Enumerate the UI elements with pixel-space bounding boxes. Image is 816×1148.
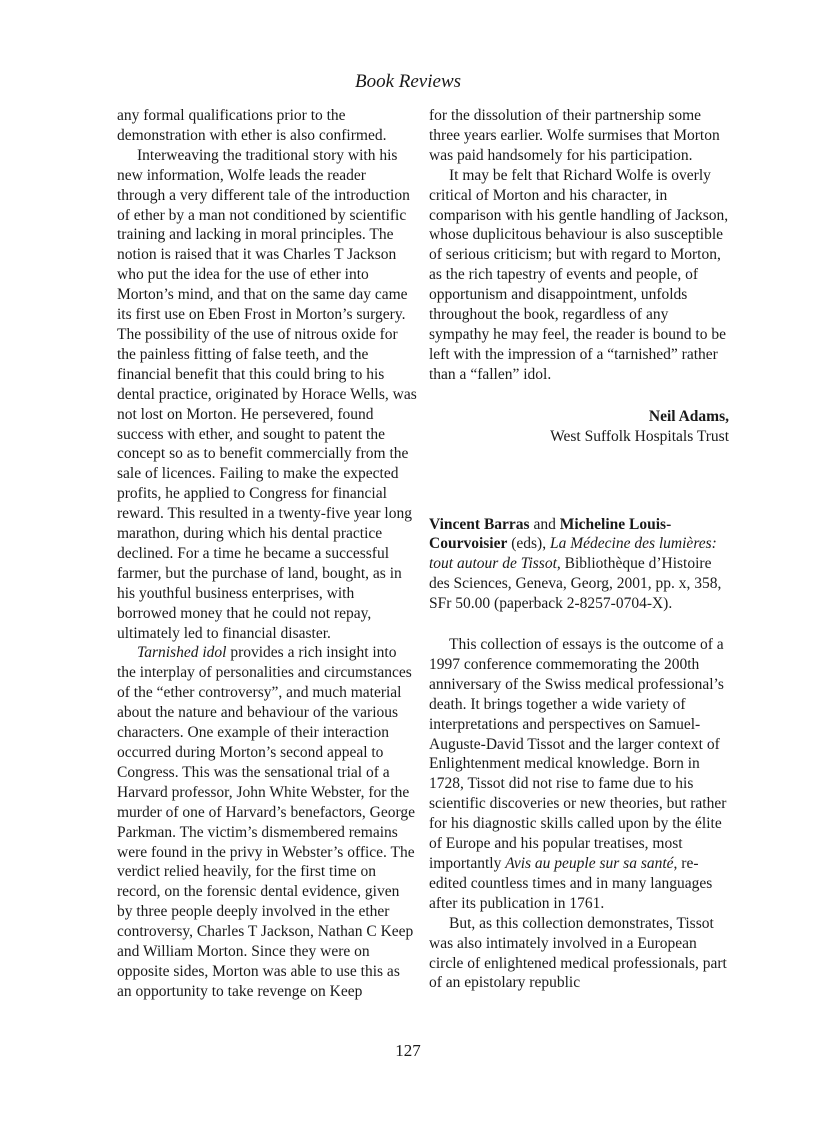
left-paragraph-1: any formal qualifications prior to the demonstration with ether is also confirmed. [117, 107, 387, 144]
right-paragraph-2: It may be felt that Richard Wolfe is overly critical of Morton and his character, in comparison with his gentle handling of Jackson, whose duplicitous behaviour is also susceptible of serious criticism; but with regard to Morton, as the rich tapestry of events and people, of opportunism and disappointment, unfolds throughout the book, regardless of any sympathy he may feel, the reader is bound to be left with the impression of a “tarnished” rather than a “fallen” idol. [429, 166, 729, 383]
right-paragraph-3-text: This collection of essays is the outcome of a 1997 conference commemorating the 200th anniversary of the Swiss medical professional’s death. It brings together a wide variety of interpretations and perspectives on Samuel-Auguste-David Tissot and the larger context of Enlightenment medical knowledge. Born in 1728, Tissot did not rise to fame due to his scientific discoveries or new theories, but rather for his diagnostic skills called upon by the élite of Europe and his popular treatises, most importantly [429, 636, 727, 872]
left-paragraph-2: Interweaving the traditional story with his new information, Wolfe leads the reader through a very different tale of the introduction of ether by a man not conditioned by scientific training and lacking in moral principles. The notion is raised that it was Charles T Jackson who put the idea for the use of ether into Morton’s mind, and that on the same day came its first use on Eben Frost in Morton’s surgery. The possibility of the use of nitrous oxide for the painless fitting of false teeth, and the financial benefit that this could bring to his dental practice, originated by Horace Wells, was not lost on Morton. He persevered, found success with ether, and sought to patent the concept so as to benefit commercially from the sale of licences. Failing to make the expected profits, he applied to Congress for financial reward. This resulted in a twenty-five year long marathon, during which his dental practice declined. For a time he became a successful farmer, but the purchase of land, bought, as in his youthful business enterprises, with borrowed money that he could not repay, ultimately led to financial disaster. [117, 146, 417, 642]
citation-title: La Médecine des lumières: tout autour de Tissot [429, 535, 717, 573]
book-title-italic: Tarnished idol [137, 644, 227, 662]
editor-2: Micheline Louis-Courvoisier [429, 515, 672, 553]
right-column [429, 106, 729, 993]
left-column [117, 106, 417, 1002]
left-paragraph-3-text: provides a rich insight into the interplay of personalities and circumstances of the “ether controversy”, and much material about the nature and behaviour of the various characters. One example of their interaction occurred during Morton’s second appeal to Congress. This was the sensational trial of a Harvard professor, John White Webster, for the murder of one of Harvard’s benefactors, George Parkman. The victim’s dismembered remains were found in the privy in Webster’s office. The verdict relied heavily, for the first time on record, on the forensic dental evidence, given by three people deeply involved in the ether controversy, Charles T Jackson, Nathan C Keep and William Morton. Since they were on opposite sides, Morton was able to use this as an opportunity to take revenge on Keep [117, 644, 415, 1000]
citation-and: and [529, 515, 560, 533]
reviewer-name: Neil Adams, [648, 407, 729, 425]
right-paragraph-3 [429, 635, 729, 914]
right-paragraph-4: But, as this collection demonstrates, Tissot was also intimately involved in a European circle of enlightened medical professionals, part of an epistolary republic [429, 914, 727, 992]
right-paragraph-3-end: , re-edited countless times and in many languages after its publication in 1761. [429, 855, 713, 912]
right-paragraph-1: for the dissolution of their partnership some three years earlier. Wolfe surmises that Morton was paid handsomely for his participation. [429, 107, 720, 164]
citation-details: , Bibliothèque d’Histoire des Sciences, Geneva, Georg, 2001, pp. x, 358, SFr 50.00 (paperback 2-8257-0704-X). [429, 555, 722, 613]
running-header: Book Reviews [354, 71, 462, 92]
citation-eds: (eds), [507, 535, 550, 553]
editor-1: Vincent Barras [429, 515, 530, 533]
treatise-title-italic: Avis au peuple sur sa santé [505, 855, 674, 872]
book-citation [429, 515, 729, 615]
reviewer-affiliation: West Suffolk Hospitals Trust [550, 427, 729, 445]
left-paragraph-3 [117, 643, 417, 1001]
page-number: 127 [395, 1041, 421, 1060]
